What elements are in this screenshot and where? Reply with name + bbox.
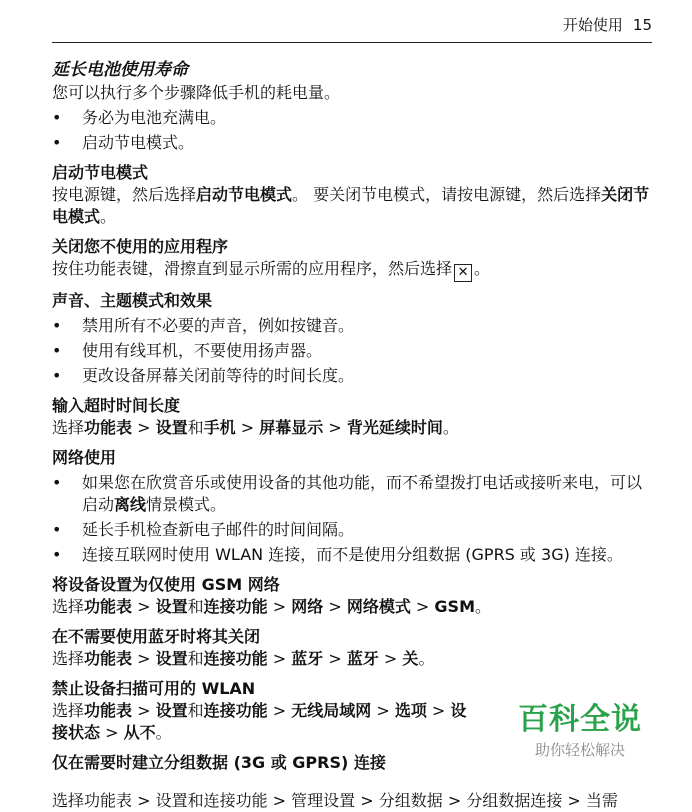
section-title: 仅在需要时建立分组数据 (3G 或 GPRS) 连接 [52,753,386,772]
paragraph [52,184,652,228]
menu-term: 关 [402,649,419,668]
text-run: 。 [442,418,459,437]
text-run: 。 要关闭节电模式，请按电源键，然后选择 [292,185,602,204]
separator: > [132,701,156,720]
section-title: 关闭您不使用的应用程序 [52,237,229,256]
text-run: 选择 [52,701,85,720]
battery-life-section [52,58,652,154]
network-section [52,447,652,566]
text-run: 和 [187,418,204,437]
menu-term: GSM [434,597,475,616]
menu-path [52,596,652,618]
page-number: 15 [632,16,652,34]
menu-term: 设 [450,701,467,720]
network-list [52,472,652,566]
separator: > [323,597,347,616]
list-item: • 务必为电池充满电。 [52,107,652,129]
text-run: 和 [187,597,204,616]
paragraph [52,258,652,282]
text-run: 。 [475,597,492,616]
text-run: 和 [187,701,204,720]
separator: > [267,597,292,616]
menu-term: 蓝牙 [346,649,379,668]
section-title: 输入超时时间长度 [52,396,181,415]
menu-term: 蓝牙 [291,649,324,668]
watermark-subtitle: 助你轻松解决 [534,741,625,759]
list-item: • 禁用所有不必要的声音，例如按键音。 [52,315,652,337]
section-title: 声音、主题模式和效果 [52,291,213,310]
menu-term: 设置 [155,418,188,437]
menu-term: 功能表 [84,597,133,616]
power-saving-section [52,162,652,228]
section-title: 在不需要使用蓝牙时将其关闭 [52,627,261,646]
text-run: 情景模式。 [146,495,227,514]
menu-term: 无线局域网 [291,701,372,720]
menu-term: 连接功能 [203,597,268,616]
text-run: 如果您在欣赏音乐或使用设备的其他功能，而不希望拨打电话或接听来电，可以启动 [82,473,643,514]
watermark-title: 百科全说 [518,702,642,737]
sounds-list [52,315,652,387]
menu-term: 离线 [114,495,147,514]
menu-path [52,417,652,439]
menu-term: 连接功能 [203,701,268,720]
separator: > [100,723,124,742]
list-item: • 更改设备屏幕关闭前等待的时间长度。 [52,365,652,387]
text-run: 。 [474,259,491,278]
page-header [52,14,652,43]
menu-term: 关闭节电模式 [52,185,650,226]
separator: > [235,418,260,437]
timeout-section [52,395,652,439]
section-title: 网络使用 [52,448,117,467]
menu-term: 设置 [155,701,188,720]
separator: > [371,701,395,720]
text-run: 按住功能表键，滑擦直到显示所需的应用程序，然后选择 [52,259,453,278]
close-apps-section [52,236,652,282]
text-run: 选择 [52,649,85,668]
text-run: 选择 [52,597,85,616]
separator: > [323,418,347,437]
bluetooth-section [52,626,652,670]
separator: > [132,649,156,668]
document-body [52,58,652,782]
menu-term: 功能表 [84,418,133,437]
separator: > [426,701,451,720]
text-run: 按电源键，然后选择 [52,185,197,204]
section-title: 将设备设置为仅使用 GSM 网络 [52,575,280,594]
intro-text: 您可以执行多个步骤降低手机的耗电量。 [52,83,341,102]
separator: > [378,649,403,668]
text-run: 选择 [52,418,85,437]
menu-path [52,700,498,744]
text-run: 和 [187,649,204,668]
clipped-text-line: 选择功能表 > 设置和连接功能 > 管理设置 > 分组数据 > 分组数据连接 > 当需 [52,791,618,810]
separator: > [267,649,292,668]
menu-term: 从不 [123,723,156,742]
separator: > [132,418,156,437]
menu-path [52,648,652,670]
list-item: • 启动节电模式。 [52,132,652,154]
menu-term: 启动节电模式 [196,185,293,204]
list-item: • 延长手机检查新电子邮件的时间间隔。 [52,519,652,541]
menu-term: 设置 [155,649,188,668]
header-section-title: 开始使用 [562,16,623,34]
menu-term: 功能表 [84,701,133,720]
menu-term: 网络 [291,597,324,616]
separator: > [267,701,292,720]
list-item [52,472,652,516]
menu-term: 接状态 [52,723,101,742]
menu-term: 设置 [155,597,188,616]
section-title: 启动节电模式 [52,163,149,182]
menu-term: 连接功能 [203,649,268,668]
menu-term: 功能表 [84,649,133,668]
intro-list [52,107,652,154]
close-icon: ✕ [454,264,472,282]
menu-term: 背光延续时间 [346,418,443,437]
list-item: • 连接互联网时使用 WLAN 连接，而不是使用分组数据 (GPRS 或 3G) 连接。 [52,544,652,566]
sounds-section [52,290,652,387]
watermark-logo [514,702,646,760]
gsm-section [52,574,652,618]
section-title: 延长电池使用寿命 [52,60,188,80]
text-run: 。 [155,723,172,742]
text-run: 。 [418,649,435,668]
section-title: 禁止设备扫描可用的 WLAN [52,679,256,698]
menu-term: 手机 [203,418,236,437]
list-item: • 使用有线耳机，不要使用扬声器。 [52,340,652,362]
menu-term: 屏幕显示 [259,418,324,437]
separator: > [410,597,435,616]
menu-term: 网络模式 [346,597,411,616]
text-run: 。 [100,207,117,226]
separator: > [132,597,156,616]
menu-term: 选项 [394,701,427,720]
separator: > [323,649,347,668]
